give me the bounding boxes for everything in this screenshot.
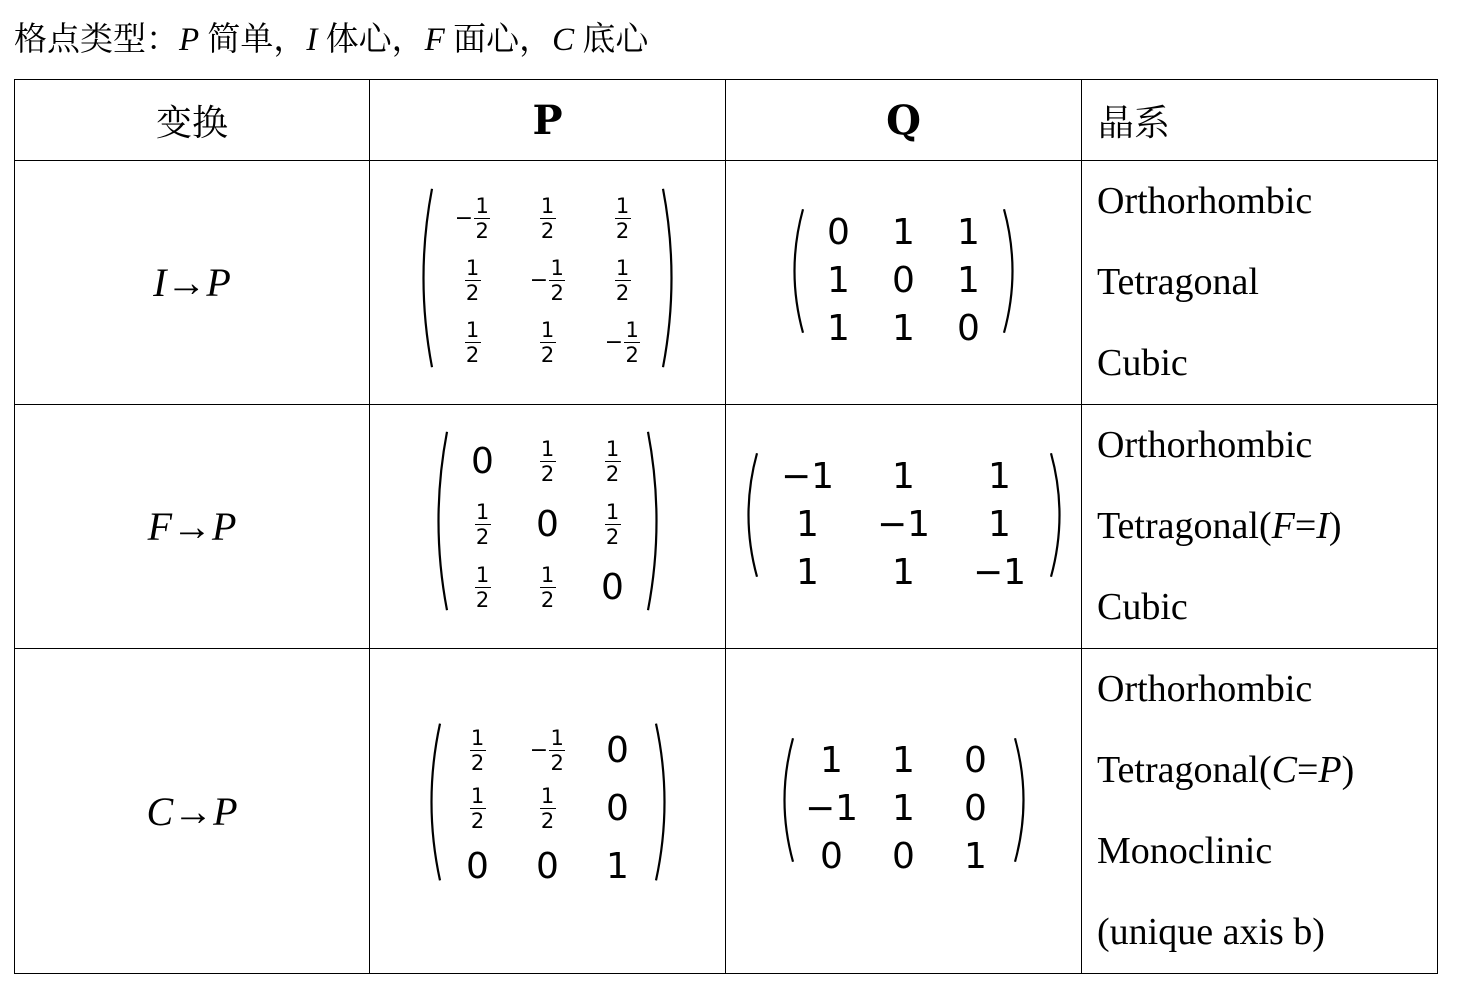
p-matrix [413,187,682,373]
matrix-entry [465,256,481,305]
note-close-paren: ) [1328,505,1342,547]
q-matrix-cell [726,405,1082,649]
fraction-denominator: 2 [540,218,555,243]
fraction-denominator: 2 [605,461,620,486]
matrix-entry: 1 [892,740,915,781]
fraction-denominator: 2 [615,280,630,305]
matrix-entry: −1 [972,551,1027,593]
fraction-numerator: 1 [540,193,555,218]
system-cubic: Cubic [1097,586,1188,628]
matrix-entry [465,318,481,367]
matrix-entry: 1 [988,455,1011,497]
caption-prefix: 格点类型： [14,22,179,58]
fraction-denominator: 2 [550,280,564,305]
caption-i-letter: I [306,22,318,58]
fraction [615,194,631,243]
matrix-entry: −1 [876,503,931,545]
fraction-numerator: 1 [550,255,564,280]
right-paren [660,187,682,373]
header-transform: 变换 [15,80,370,161]
fraction-numerator: 1 [625,317,639,342]
note-open-paren: ( [1258,505,1272,547]
system-monoclinic: Monoclinic [1097,830,1273,872]
matrix-entry: 1 [964,836,987,877]
transform-label: C→P [15,649,370,974]
fraction-denominator: 2 [470,751,485,775]
fraction-numerator: 1 [470,784,485,808]
system-tetragonal [1097,730,1437,811]
system-tetragonal: Tetragonal [1097,261,1259,303]
matrix-entry: 0 [964,740,987,781]
system-tetragonal [1097,486,1437,567]
fraction-denominator: 2 [605,524,620,549]
note-letter-a: F [1271,505,1295,547]
matrix-entry: 1 [957,211,980,253]
fraction [475,563,491,612]
fraction-numerator: 1 [475,562,490,587]
matrix-entry [470,784,486,833]
matrix-entry: 1 [827,259,850,301]
q-matrix-cell [726,161,1082,405]
matrix-entry: 0 [606,788,629,829]
matrix-entry: 0 [827,211,850,253]
fraction [540,194,556,243]
note-letter-b: I [1316,505,1329,547]
fraction-numerator: 1 [605,436,620,461]
fraction-denominator: 2 [465,280,480,305]
fraction-denominator: 2 [625,342,639,367]
note-letter-b: P [1318,749,1342,791]
header-row [15,80,1438,161]
matrix-entry [475,563,491,612]
matrix-entry: 1 [957,259,980,301]
note-equals: = [1294,505,1317,547]
matrix-entry: 0 [471,440,494,482]
caption-c-name: 底心 [582,22,649,58]
fraction-numerator: 1 [540,562,555,587]
fraction [474,194,490,243]
fraction [605,437,621,486]
transform-label: F→P [15,405,370,649]
matrix-entry: 0 [536,503,559,545]
matrix-entry [455,194,490,243]
table-row-f-to-p [15,405,1438,649]
fraction-denominator: 2 [470,809,485,833]
fraction [465,256,481,305]
fraction [540,437,556,486]
matrix-entry [470,726,486,775]
fraction-denominator: 2 [540,587,555,612]
fraction-numerator: 1 [465,317,480,342]
crystal-system-cell [1082,405,1438,649]
fraction [615,256,631,305]
system-tetragonal-label: Tetragonal [1097,749,1259,791]
fraction [540,318,556,367]
crystal-system-cell [1082,649,1438,974]
minus-sign: − [529,267,549,293]
matrix-entry: 1 [892,788,915,829]
fraction [465,318,481,367]
system-orthorhombic: Orthorhombic [1097,180,1313,222]
matrix-entry [540,784,556,833]
matrix-grid [760,452,1048,596]
p-matrix-cell [370,161,726,405]
matrix-grid [796,737,1012,881]
note-open-paren: ( [1258,749,1272,791]
matrix-entry [530,256,565,305]
left-paren [421,722,443,896]
matrix-entry: −1 [804,788,859,829]
fraction [549,256,565,305]
matrix-entry [540,318,556,367]
table-row-i-to-p [15,161,1438,405]
fraction-denominator: 2 [615,218,630,243]
left-paren [738,452,760,596]
fraction-denominator: 2 [540,461,555,486]
caption-p-name: 简单 [207,22,274,58]
system-orthorhombic: Orthorhombic [1097,424,1313,466]
matrix-entry: −1 [780,455,835,497]
fraction [475,500,491,549]
p-matrix-cell [370,649,726,974]
p-matrix-cell [370,405,726,649]
matrix-entry [605,437,621,486]
caption-separator: ， [391,22,425,58]
caption-p-letter: P [179,22,200,58]
matrix-entry [530,726,565,775]
fraction-numerator: 1 [475,193,489,218]
fraction-numerator: 1 [615,193,630,218]
caption-separator: ， [273,22,307,58]
fraction-numerator: 1 [475,499,490,524]
q-matrix-cell [726,649,1082,974]
matrix-entry: 0 [820,836,843,877]
fraction-numerator: 1 [470,726,485,750]
fraction [540,563,556,612]
fraction [624,318,640,367]
header-q: Q [726,80,1082,161]
fraction-numerator: 1 [465,255,480,280]
p-matrix [428,430,667,619]
left-paren [413,187,435,373]
system-cubic: Cubic [1097,342,1188,384]
crystal-system-cell [1082,161,1438,405]
matrix-entry [615,194,631,243]
matrix-entry [605,318,640,367]
right-paren [1001,208,1023,352]
matrix-grid [443,722,653,896]
matrix-entry: 1 [820,740,843,781]
system-orthorhombic: Orthorhombic [1097,668,1313,710]
right-paren [1048,452,1070,596]
matrix-grid [450,430,645,619]
fraction-denominator: 2 [550,751,564,775]
p-matrix [421,722,675,896]
matrix-entry [475,500,491,549]
matrix-entry: 0 [957,307,980,349]
minus-sign: − [604,329,624,355]
caption-f-letter: F [424,22,445,58]
matrix-entry: 1 [892,307,915,349]
matrix-entry: 0 [536,846,559,887]
note-letter-a: C [1271,749,1297,791]
matrix-entry: 1 [827,307,850,349]
right-paren [645,430,667,619]
matrix-grid [435,187,660,373]
matrix-grid [806,208,1001,352]
header-p: P [370,80,726,161]
right-paren [1012,737,1034,881]
system-unique-axis: (unique axis b) [1097,911,1325,953]
transform-label: I→P [15,161,370,405]
matrix-entry: 1 [892,455,915,497]
fraction [605,500,621,549]
note-close-paren: ) [1341,749,1355,791]
matrix-entry [605,500,621,549]
fraction [470,726,486,775]
fraction-denominator: 2 [465,342,480,367]
caption-c-letter: C [552,22,575,58]
matrix-entry [540,563,556,612]
fraction-numerator: 1 [540,436,555,461]
fraction-denominator: 2 [540,342,555,367]
fraction [540,784,556,833]
minus-sign: − [454,205,474,231]
header-crystal-system: 晶系 [1082,80,1438,161]
q-matrix [738,452,1070,596]
transformation-table [14,79,1438,974]
matrix-entry: 0 [892,259,915,301]
fraction-denominator: 2 [475,218,489,243]
fraction-numerator: 1 [540,317,555,342]
matrix-entry: 0 [964,788,987,829]
left-paren [428,430,450,619]
fraction-denominator: 2 [475,587,490,612]
note-equals: = [1296,749,1319,791]
matrix-entry: 0 [892,836,915,877]
matrix-entry [540,437,556,486]
matrix-entry: 1 [892,211,915,253]
caption-separator: ， [519,22,553,58]
matrix-entry: 1 [606,846,629,887]
table-row-c-to-p [15,649,1438,974]
matrix-entry: 0 [466,846,489,887]
fraction-numerator: 1 [550,726,564,750]
fraction-numerator: 1 [605,499,620,524]
right-paren [653,722,675,896]
matrix-entry: 1 [796,551,819,593]
fraction-numerator: 1 [540,784,555,808]
lattice-type-caption [14,16,648,64]
caption-f-name: 面心 [453,22,520,58]
left-paren [774,737,796,881]
caption-i-name: 体心 [325,22,392,58]
system-tetragonal-label: Tetragonal [1097,505,1259,547]
minus-sign: − [529,738,549,763]
fraction-denominator: 2 [540,809,555,833]
fraction [470,784,486,833]
fraction [549,726,565,775]
q-matrix [774,737,1034,881]
matrix-entry: 1 [796,503,819,545]
matrix-entry: 0 [606,730,629,771]
matrix-entry: 0 [601,566,624,608]
matrix-entry: 1 [892,551,915,593]
matrix-entry [540,194,556,243]
left-paren [784,208,806,352]
fraction-denominator: 2 [475,524,490,549]
fraction-numerator: 1 [615,255,630,280]
matrix-entry [615,256,631,305]
matrix-entry: 1 [988,503,1011,545]
q-matrix [784,208,1023,352]
